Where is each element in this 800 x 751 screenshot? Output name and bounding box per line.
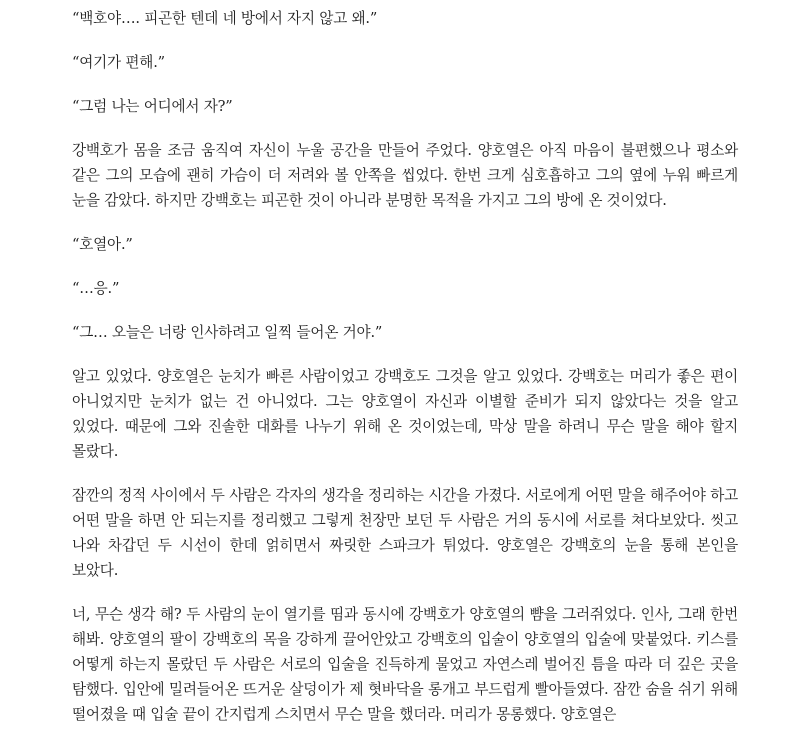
dialogue-line: “그럼 나는 어디에서 자?”: [72, 98, 233, 115]
dialogue-line: “호열아.”: [72, 236, 133, 253]
dialogue-line: “그… 오늘은 너랑 인사하려고 일찍 들어온 거야.”: [72, 324, 383, 341]
narrative-paragraph: 너, 무슨 생각 해? 두 사람의 눈이 열기를 띰과 동시에 강백호가 양호열의 뺨을 그러쥐었다. 인사, 그래 한번 해봐. 양호열의 팔이 강백호의 목을 강하게 끌어안았고 강백호의 입술이 양호열의 입술에 맞붙었다. 키스를 어떻게 하는지 몰랐던 두 사람은 서로의 입술을 진득하게 물었고 자연스레 벌어진 틈을 따라 더 깊은 곳을 탐했다. 입안에 밀려들어온 뜨거운 살덩이가 제 혓바닥을 롱개고 부드럽게 빨아들였다. 잠깐 숨을 쉬기 위해 떨어졌을 때 입술 끝이 간지럽게 스치면서 무슨 말을 했더라. 머리가 몽롱했다. 양호열은: [72, 606, 738, 723]
narrative-paragraph: 강백호가 몸을 조금 움직여 자신이 누울 공간을 만들어 주었다. 양호열은 아직 마음이 불편했으나 평소와 같은 그의 모습에 괜히 가슴이 더 저려와 볼 안쪽을 씹었다. 한번 크게 심호흡하고 그의 옆에 누워 빠르게 눈을 감았다. 하지만 강백호는 피곤한 것이 아니라 분명한 목적을 가지고 그의 방에 온 것이었다.: [72, 142, 738, 209]
dialogue-line: “여기가 편해.”: [72, 54, 165, 71]
narrative-paragraph: 알고 있었다. 양호열은 눈치가 빠른 사람이었고 강백호도 그것을 알고 있었다. 강백호는 머리가 좋은 편이 아니었지만 눈치가 없는 건 아니었다. 그는 양호열이 자신과 이별할 준비가 되지 않았다는 것을 알고 있었다. 때문에 그와 진솔한 대화를 나누기 위해 온 것이었는데, 막상 말을 하려니 무슨 말을 해야 할지 몰랐다.: [72, 368, 738, 460]
narrative-paragraph: 잠깐의 정적 사이에서 두 사람은 각자의 생각을 정리하는 시간을 가졌다. 서로에게 어떤 말을 해주어야 하고 어떤 말을 하면 안 되는지를 정리했고 그렇게 천장만 보던 두 사람은 거의 동시에 서로를 쳐다보았다. 씻고 나와 차갑던 두 시선이 한데 얽히면서 짜릿한 스파크가 튀었다. 양호열은 강백호의 눈을 통해 본인을 보았다.: [72, 487, 738, 579]
dialogue-line: “…응.”: [72, 280, 120, 297]
dialogue-line: “백호야…. 피곤한 텐데 네 방에서 자지 않고 왜.”: [72, 10, 378, 27]
